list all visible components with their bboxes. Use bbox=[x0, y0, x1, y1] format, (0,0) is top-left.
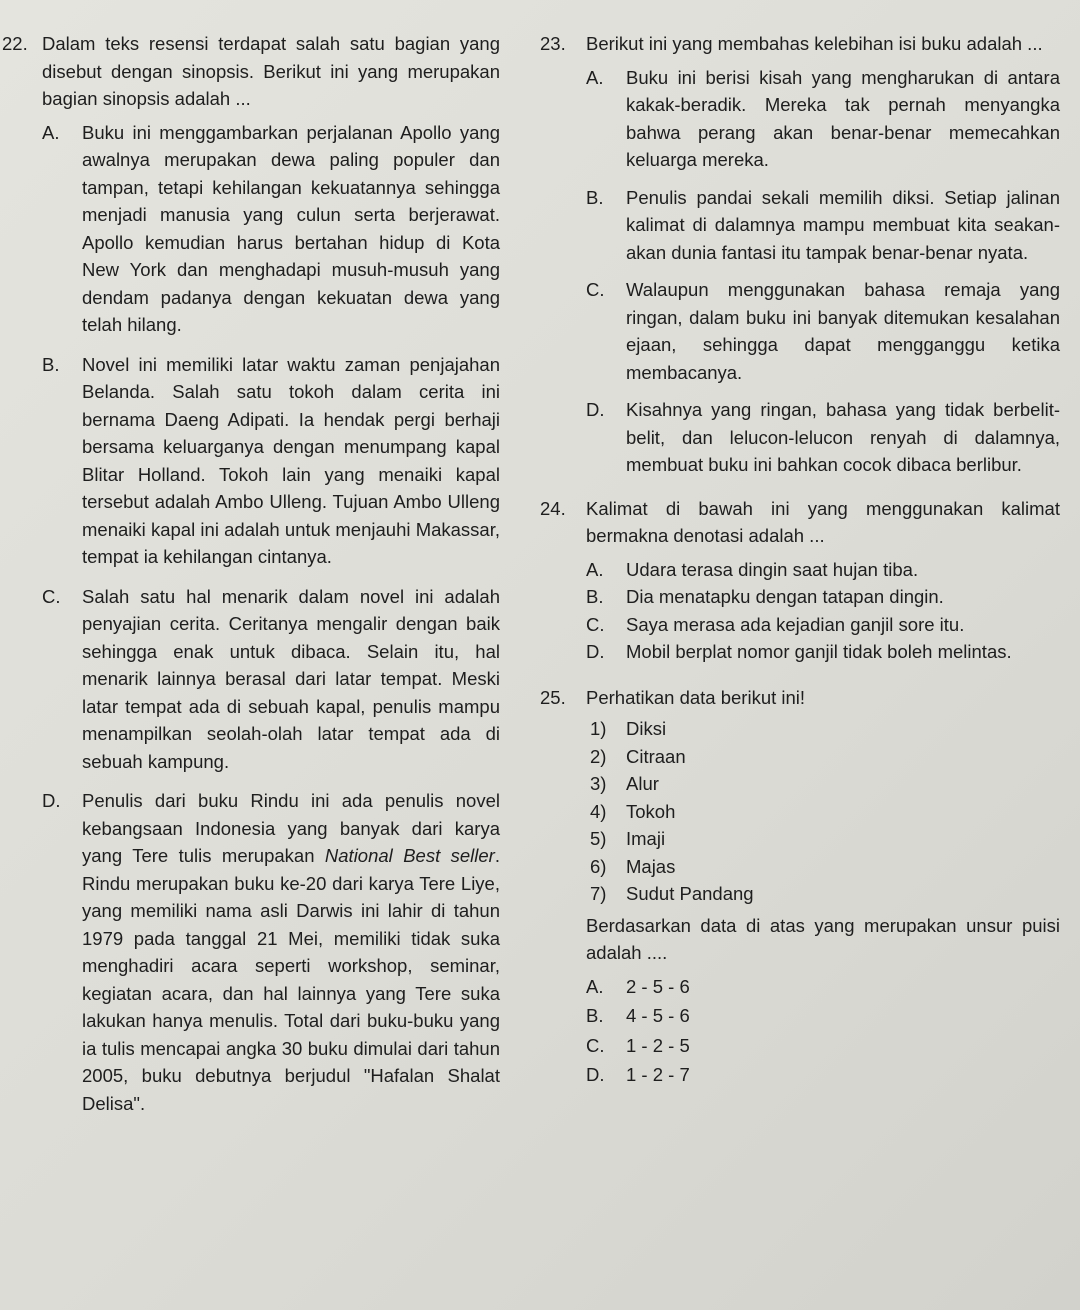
question-23 bbox=[540, 30, 1060, 479]
option-label: C. bbox=[586, 613, 605, 635]
right-column bbox=[540, 30, 1060, 1091]
option-text: Dia menatapku dengan tatapan dingin. bbox=[626, 586, 944, 607]
option-d[interactable] bbox=[540, 638, 1060, 666]
option-b[interactable] bbox=[540, 1002, 1060, 1030]
option-label: A. bbox=[586, 558, 604, 580]
option-label: C. bbox=[42, 585, 61, 607]
list-item bbox=[540, 880, 1060, 908]
option-text-pre: Penulis dari buku Rindu ini ada penulis novel kebangsaan Indonesia yang banyak dari karya yang Tere tulis merupakan bbox=[82, 790, 500, 866]
question-stem: Kalimat di bawah ini yang menggunakan kalimat bermakna denotasi adalah ... bbox=[586, 497, 1060, 546]
option-c[interactable] bbox=[540, 276, 1060, 386]
option-text: Novel ini memiliki latar waktu zaman penjajahan Belanda. Salah satu tokoh dalam cerita ini bernama Daeng Adipati. Ia hendak pergi berhaji bersama keluarganya dengan menumpang kapal Blitar Holland. Tokoh lain yang menaiki kapal tersebut adalah Ambo Ulleng. Tujuan Ambo Ulleng menaiki kapal ini adalah untuk menjauhi Makassar, tempat ia kehilangan cintanya. bbox=[82, 353, 500, 567]
option-text: Penulis pandai sekali memilih diksi. Setiap jalinan kalimat di dalamnya mampu membuat kita seakan-akan dunia fantasi itu tampak benar-benar nyata. bbox=[626, 186, 1060, 263]
question-stem: Perhatikan data berikut ini! bbox=[586, 686, 806, 708]
option-text: Buku ini berisi kisah yang mengharukan di antara kakak-beradik. Mereka tak pernah menyangka bahwa perang akan benar-benar memecahkan keluarga mereka. bbox=[626, 66, 1060, 170]
option-label: D. bbox=[586, 1064, 605, 1085]
option-label: C. bbox=[586, 1034, 605, 1056]
option-label: B. bbox=[586, 586, 604, 607]
list-item-number: 3) bbox=[590, 773, 607, 794]
question-25 bbox=[540, 684, 1060, 1089]
question-number: 22. bbox=[2, 33, 28, 54]
question-number: 24. bbox=[540, 497, 566, 519]
list-item-text: Citraan bbox=[626, 745, 686, 767]
list-item-number: 5) bbox=[590, 828, 607, 849]
list-item bbox=[540, 715, 1060, 743]
question-24 bbox=[540, 495, 1060, 666]
option-text-italic: National Best seller bbox=[324, 845, 495, 866]
option-text: Buku ini menggambarkan perjalanan Apollo yang awalnya merupakan dewa paling populer dan tampan, tetapi kehilangan kekuatannya sehingga menjadi manusia yang culun serta berjerawat. Apollo kemudian harus bertahan hidup di Kota New York dan menghadapi musuh-musuh yang dendam padanya dengan kekuatan dewa yang telah hilang. bbox=[82, 121, 500, 335]
question-prompt: Berdasarkan data di atas yang merupakan unsur puisi adalah .... bbox=[586, 914, 1060, 963]
option-label: B. bbox=[42, 353, 60, 375]
option-text: Walaupun menggunakan bahasa remaja yang ringan, dalam buku ini banyak ditemukan kesalahan ejaan, sehingga dapat mengganggu ketika membacanya. bbox=[626, 279, 1060, 383]
option-label: A. bbox=[42, 121, 60, 143]
list-item-number: 6) bbox=[590, 855, 607, 877]
question-22 bbox=[0, 30, 500, 1117]
option-a[interactable] bbox=[540, 973, 1060, 1001]
question-stem: Berikut ini yang membahas kelebihan isi buku adalah ... bbox=[586, 33, 1043, 54]
list-item bbox=[540, 825, 1060, 853]
option-text: 4 - 5 - 6 bbox=[626, 1005, 690, 1026]
option-c[interactable] bbox=[540, 1032, 1060, 1060]
data-list bbox=[540, 715, 1060, 908]
option-d[interactable] bbox=[540, 1061, 1060, 1089]
option-d[interactable] bbox=[0, 787, 500, 1117]
option-label: A. bbox=[586, 66, 604, 88]
list-item-number: 2) bbox=[590, 745, 607, 767]
list-item-number: 4) bbox=[590, 800, 607, 822]
question-number: 23. bbox=[540, 33, 566, 54]
list-item-number: 7) bbox=[590, 883, 607, 904]
list-item bbox=[540, 770, 1060, 798]
list-item-text: Majas bbox=[626, 855, 676, 877]
option-b[interactable] bbox=[0, 351, 500, 571]
option-label: D. bbox=[586, 641, 605, 662]
option-b[interactable] bbox=[540, 583, 1060, 611]
option-text: 1 - 2 - 7 bbox=[626, 1064, 690, 1085]
option-text: 1 - 2 - 5 bbox=[626, 1034, 690, 1056]
option-label: D. bbox=[42, 790, 61, 811]
list-item-number: 1) bbox=[590, 718, 607, 739]
option-label: D. bbox=[586, 399, 605, 420]
question-number: 25. bbox=[540, 686, 566, 708]
option-label: B. bbox=[586, 186, 604, 208]
option-c[interactable] bbox=[540, 611, 1060, 639]
option-label: C. bbox=[586, 279, 605, 300]
option-label: B. bbox=[586, 1005, 604, 1026]
option-label: A. bbox=[586, 975, 604, 997]
option-text: 2 - 5 - 6 bbox=[626, 975, 690, 997]
list-item-text: Diksi bbox=[626, 718, 667, 739]
option-text-post: . Rindu merupakan buku ke-20 dari karya Tere Liye, yang memiliki nama asli Darwis ini lahir di tahun 1979 pada tanggal 21 Mei, memiliki tidak suka menghadiri acara seperti workshop, seminar, kegiatan acara, dan hal lainnya yang Tere suka lakukan hanya menulis. Total dari buku-buku yang ia tulis mencapai angka 30 buku dimulai dari tahun 2005, buku debutnya berjudul "Hafalan Shalat Delisa". bbox=[82, 845, 500, 1114]
option-b[interactable] bbox=[540, 184, 1060, 267]
list-item-text: Alur bbox=[626, 773, 659, 794]
option-text: Mobil berplat nomor ganjil tidak boleh melintas. bbox=[626, 641, 1012, 662]
option-a[interactable] bbox=[540, 556, 1060, 584]
question-stem: Dalam teks resensi terdapat salah satu bagian yang disebut dengan sinopsis. Berikut ini yang merupakan bagian sinopsis adalah ... bbox=[42, 33, 500, 109]
option-a[interactable] bbox=[540, 64, 1060, 174]
list-item bbox=[540, 853, 1060, 881]
option-text: Salah satu hal menarik dalam novel ini adalah penyajian cerita. Ceritanya mengalir dengan baik sehingga enak untuk dibaca. Selain itu, hal menarik lainnya berasal dari latar tempat. Meski latar tempat ada di sebuah kapal, penulis mampu menampilkan seolah-olah latar tempat ada di sebuah kampung. bbox=[82, 585, 500, 772]
option-text: Kisahnya yang ringan, bahasa yang tidak berbelit-belit, dan lelucon-lelucon renyah di dalamnya, membuat buku ini bahkan cocok dibaca berlibur. bbox=[626, 399, 1060, 475]
list-item-text: Tokoh bbox=[626, 800, 676, 822]
option-c[interactable] bbox=[0, 583, 500, 776]
list-item bbox=[540, 743, 1060, 771]
option-text: Udara terasa dingin saat hujan tiba. bbox=[626, 558, 919, 580]
left-column bbox=[0, 30, 500, 1129]
list-item bbox=[540, 798, 1060, 826]
option-text: Saya merasa ada kejadian ganjil sore itu. bbox=[626, 613, 965, 635]
option-d[interactable] bbox=[540, 396, 1060, 479]
list-item-text: Imaji bbox=[626, 828, 666, 849]
list-item-text: Sudut Pandang bbox=[626, 883, 754, 904]
option-a[interactable] bbox=[0, 119, 500, 339]
